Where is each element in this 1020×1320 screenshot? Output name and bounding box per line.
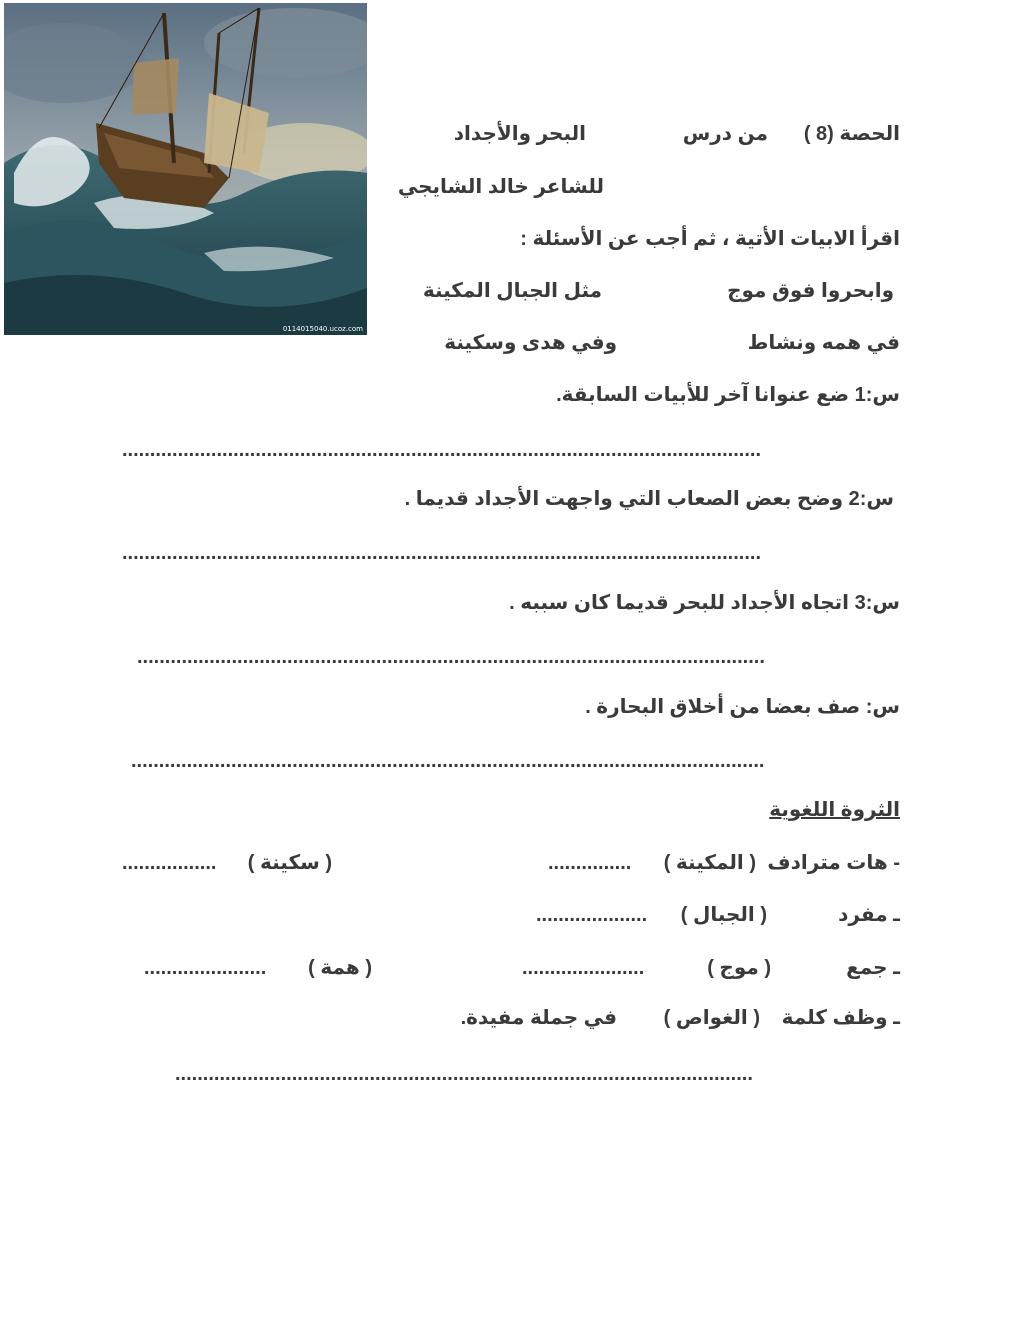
answer-line-1[interactable]: ................................................................................................................... xyxy=(122,440,762,460)
synonym-word-2: ( سكينة ) xyxy=(247,852,332,874)
poet-name: للشاعر خالد الشايجي xyxy=(397,176,604,198)
lesson-number: الحصة (8 ) xyxy=(803,123,900,145)
lesson-title: البحر والأجداد xyxy=(453,123,586,145)
question-3: س:3 اتجاه الأجداد للبحر قديما كان سببه . xyxy=(509,592,900,614)
singular-word: ( الجبال ) xyxy=(680,904,767,926)
from-lesson-label: من درس xyxy=(682,123,768,145)
plural-blank-2[interactable]: ...................... xyxy=(144,958,267,978)
sentence-instruction: في جملة مفيدة. xyxy=(460,1007,617,1029)
verse-2-second-hemistich: وفي هدى وسكينة xyxy=(444,332,617,354)
synonym-blank-2[interactable]: ................. xyxy=(122,853,217,873)
singular-blank[interactable]: .................... xyxy=(536,905,648,925)
plural-blank-1[interactable]: ...................... xyxy=(522,958,645,978)
plural-word-1: ( موج ) xyxy=(707,957,771,979)
sentence-label: ـ وظف كلمة xyxy=(781,1007,900,1029)
synonym-label: - هات مترادف xyxy=(767,852,900,874)
synonym-word-1: ( المكينة ) xyxy=(663,852,756,874)
plural-label: ـ جمع xyxy=(846,957,900,979)
question-2: س:2 وضح بعض الصعاب التي واجهت الأجداد قديما . xyxy=(404,488,894,510)
verse-2-first-hemistich: في همه ونشاط xyxy=(747,332,900,354)
ship-illustration xyxy=(4,3,367,335)
plural-word-2: ( همة ) xyxy=(308,957,372,979)
answer-line-4[interactable]: .................................................................................................................. xyxy=(131,751,765,771)
singular-label: ـ مفرد xyxy=(838,904,900,926)
answer-line-2[interactable]: ................................................................................................................... xyxy=(122,543,762,563)
verse-1-second-hemistich: مثل الجبال المكينة xyxy=(422,280,602,302)
synonym-blank-1[interactable]: ............... xyxy=(548,853,632,873)
sentence-word: ( الغواص ) xyxy=(663,1007,760,1029)
question-1: س:1 ضع عنوانا آخر للأبيات السابقة. xyxy=(556,384,900,406)
sentence-answer-line[interactable]: ........................................................................................................ xyxy=(175,1064,753,1084)
question-4: س: صف بعضا من أخلاق البحارة . xyxy=(585,696,900,718)
vocabulary-heading: الثروة اللغوية xyxy=(769,799,900,821)
image-watermark: 0114015040.ucoz.com xyxy=(282,325,363,333)
instruction: اقرأ الابيات الأتية ، ثم أجب عن الأسئلة : xyxy=(520,228,900,250)
answer-line-3[interactable]: ................................................................................................................. xyxy=(137,647,765,667)
verse-1-first-hemistich: وابحروا فوق موج xyxy=(727,280,894,302)
